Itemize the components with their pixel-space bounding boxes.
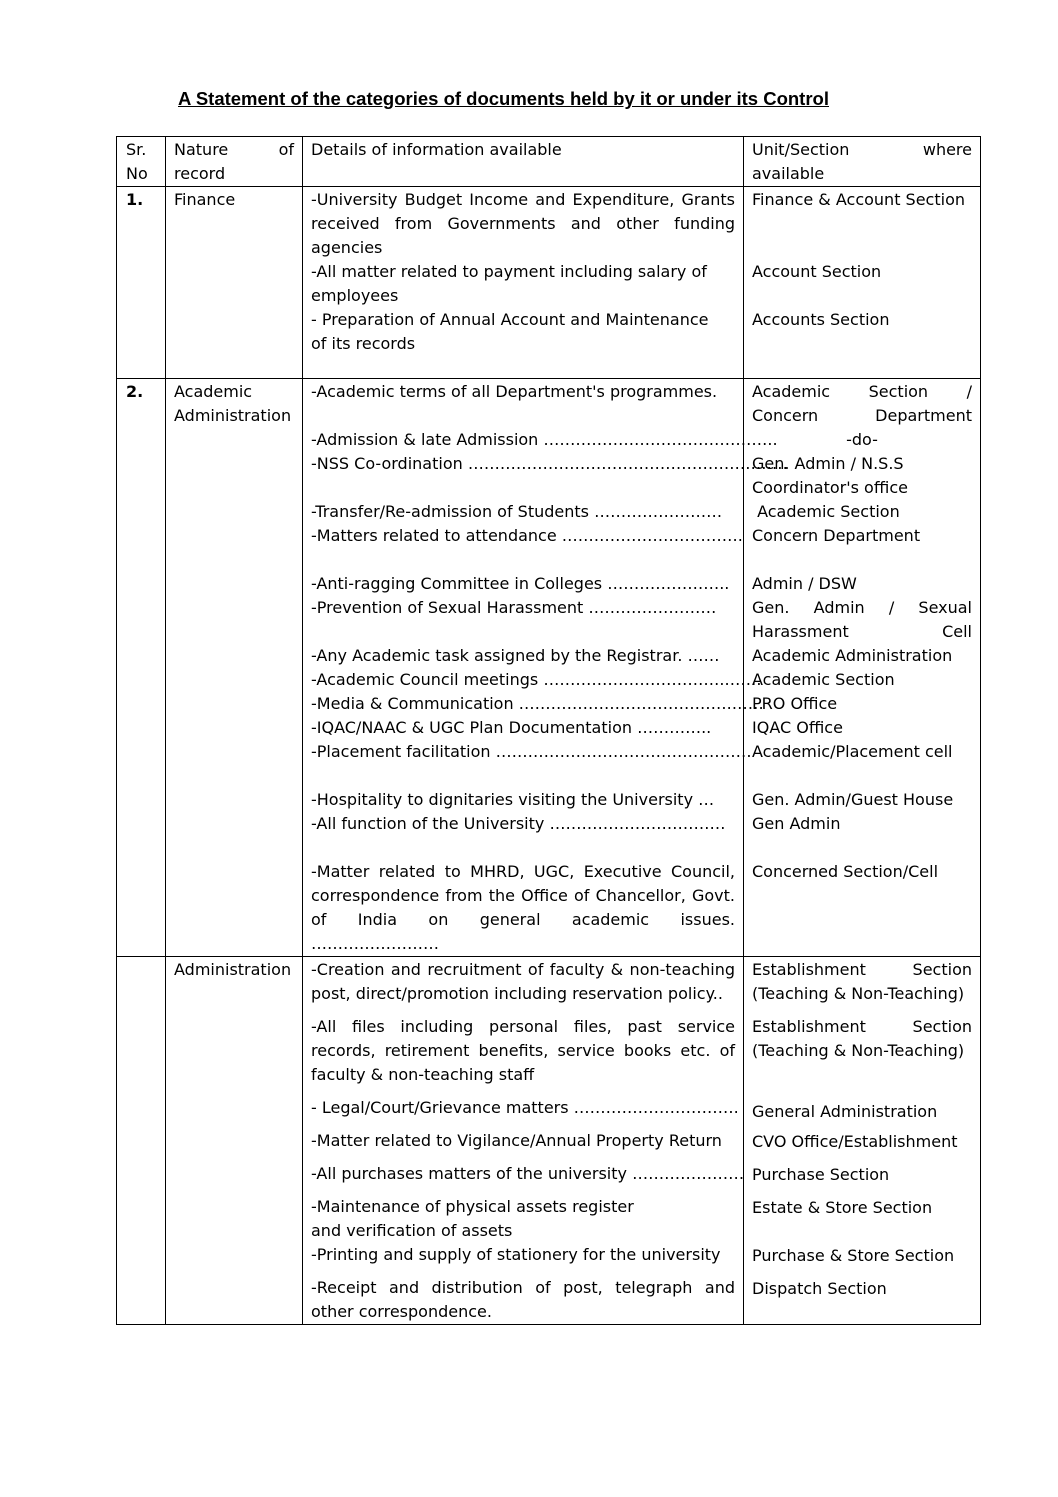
- header-details: Details of information available: [303, 137, 744, 187]
- detail-item: -Academic Council meetings …………………………….…….: [311, 670, 762, 689]
- detail-item: -All files including personal files, past service records, retirement benefits, service books etc. of faculty & non-teaching staff: [311, 1017, 735, 1084]
- unit-item: Purchase Section: [752, 1165, 890, 1184]
- detail-item: -Matter related to MHRD, UGC, Executive Council, correspondence from the Office of Chancellor, Govt. of India on general academic issues. ……………………: [311, 862, 735, 953]
- detail-item: -IQAC/NAAC & UGC Plan Documentation …………..: [311, 718, 712, 737]
- unit-item: Estate & Store Section: [752, 1198, 933, 1217]
- unit-item: Account Section: [752, 262, 882, 281]
- unit-item: -do-: [846, 430, 878, 449]
- unit-item: Admin / DSW: [752, 574, 857, 593]
- unit-item: PRO Office: [752, 694, 838, 713]
- detail-item: -NSS Co-ordination ……………………………………………………: [311, 454, 788, 473]
- documents-table: [116, 136, 981, 1325]
- unit-item: Establishment Section (Teaching & Non-Teaching): [752, 1017, 972, 1060]
- unit-item: CVO Office/Establishment: [752, 1132, 958, 1151]
- detail-item: -Creation and recruitment of faculty & non-teaching post, direct/promotion including reservation policy..: [311, 960, 735, 1003]
- unit-item: IQAC Office: [752, 718, 843, 737]
- unit-item: Concern Department: [752, 526, 921, 545]
- table-row: [117, 187, 981, 379]
- detail-item: -All purchases matters of the university …………………: [311, 1164, 745, 1183]
- unit-item: Gen. Admin / Sexual Harassment Cell: [752, 598, 972, 641]
- detail-item: - Legal/Court/Grievance matters ………………………….: [311, 1098, 739, 1117]
- detail-item: -Prevention of Sexual Harassment ……………………: [311, 598, 717, 617]
- unit-item: Finance & Account Section: [752, 190, 965, 209]
- details-cell: [303, 957, 744, 1325]
- unit-item: Establishment Section (Teaching & Non-Teaching): [752, 960, 972, 1003]
- unit-item: Gen Admin: [752, 814, 841, 833]
- detail-item: -Maintenance of physical assets register and verification of assets: [311, 1197, 634, 1240]
- unit-item: Academic Section: [752, 502, 900, 521]
- details-cell: [303, 379, 788, 957]
- units-cell: [744, 187, 981, 379]
- sr-no-cell: 1.: [117, 187, 166, 379]
- nature-cell: Academic Administration: [166, 379, 303, 957]
- unit-item: Academic Administration: [752, 646, 953, 665]
- unit-item: Academic Section: [752, 670, 895, 689]
- detail-item: -All function of the University ……………………………: [311, 814, 726, 833]
- unit-item: Academic/Placement cell: [752, 742, 953, 761]
- detail-item: -Any Academic task assigned by the Registrar. ……: [311, 646, 720, 665]
- page-title: A Statement of the categories of documents held by it or under its Control: [178, 88, 829, 109]
- header-sr-no: Sr. No: [117, 137, 166, 187]
- detail-item: -Matter related to Vigilance/Annual Property Return: [311, 1131, 722, 1150]
- units-cell: [744, 957, 981, 1325]
- details-cell: [303, 187, 744, 379]
- detail-item: - Preparation of Annual Account and Maintenance of its records: [311, 310, 709, 353]
- header-unit-section: Unit/Section where available: [744, 137, 981, 187]
- detail-item: -Printing and supply of stationery for the university: [311, 1245, 721, 1264]
- table-row: [117, 379, 981, 957]
- unit-item: Gen. Admin/Guest House: [752, 790, 954, 809]
- detail-item: -Media & Communication ………………………………….……: [311, 694, 764, 713]
- detail-item: -Placement facilitation …………………………………………: [311, 742, 752, 761]
- unit-item: General Administration: [752, 1102, 938, 1121]
- detail-item: -Receipt and distribution of post, telegraph and other correspondence.: [311, 1278, 735, 1321]
- detail-item: -Transfer/Re-admission of Students ……………………: [311, 502, 723, 521]
- unit-item: Accounts Section: [752, 310, 890, 329]
- detail-item: -All matter related to payment including salary of employees: [311, 262, 707, 305]
- table-row: [117, 957, 981, 1325]
- detail-item: -University Budget Income and Expenditure, Grants received from Governments and other funding agencies: [311, 190, 735, 257]
- nature-cell: Administration: [166, 957, 303, 1325]
- table-header-row: [117, 137, 981, 187]
- unit-item: Dispatch Section: [752, 1279, 887, 1298]
- detail-item: -Matters related to attendance …………………………….: [311, 526, 743, 545]
- unit-item: Purchase & Store Section: [752, 1246, 955, 1265]
- detail-item: -Hospitality to dignitaries visiting the University …: [311, 790, 715, 809]
- sr-no-cell: [117, 957, 166, 1325]
- header-nature-of-record: Nature of record: [166, 137, 303, 187]
- unit-item: Gen. Admin / N.S.S Coordinator's office: [752, 454, 908, 497]
- sr-no-cell: 2.: [117, 379, 166, 957]
- nature-cell: Finance: [166, 187, 303, 379]
- detail-item: -Academic terms of all Department's programmes.: [311, 382, 718, 401]
- unit-item: Academic Section / Concern Department: [752, 382, 972, 425]
- unit-item: Concerned Section/Cell: [752, 862, 939, 881]
- detail-item: -Anti-ragging Committee in Colleges …………………..: [311, 574, 730, 593]
- units-cell: [744, 379, 981, 957]
- detail-item: -Admission & late Admission ……………………………………..: [311, 430, 778, 449]
